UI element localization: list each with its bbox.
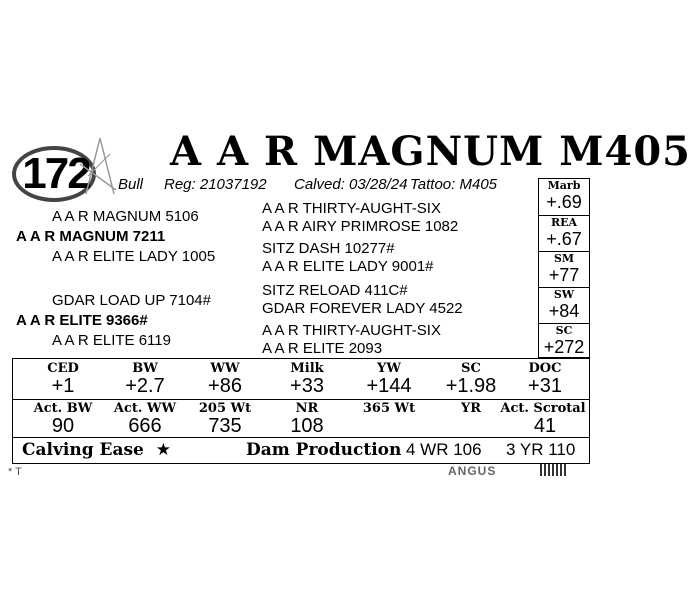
sire: A A R MAGNUM 7211 [16, 228, 166, 245]
label-bw: BW [132, 361, 158, 376]
star-icon: ★ [155, 440, 172, 460]
value-doc: +31 [528, 375, 562, 397]
value-205-wt: 735 [208, 415, 242, 437]
epd-rea: REA +.67 [539, 215, 589, 251]
epd-marb: Marb +.69 [546, 179, 582, 212]
sex: Bull [118, 176, 144, 193]
table-divider [13, 399, 589, 400]
dam-production-yr: 3 YR 110 [506, 440, 576, 459]
dam: A A R ELITE 9366# [16, 312, 148, 329]
registration-number: Reg: 21037192 [164, 176, 267, 193]
animal-name: A A R MAGNUM M405 [170, 128, 691, 175]
epd-sm: SM +77 [539, 251, 589, 287]
value-ced: +1 [51, 375, 75, 397]
value-act-scrotal: 41 [533, 415, 557, 437]
pedigree-right-8: A A R ELITE 2093 [262, 340, 383, 357]
pedigree-right-3: SITZ DASH 10277# [262, 240, 395, 257]
calved-date: Calved: 03/28/24 [294, 176, 408, 193]
label-ced: CED [47, 361, 79, 376]
dam-sire: GDAR LOAD UP 7104# [52, 292, 211, 309]
sire-dam: A A R ELITE LADY 1005 [52, 248, 216, 265]
pedigree-right-2: A A R AIRY PRIMROSE 1082 [262, 218, 459, 235]
pedigree-right-6: GDAR FOREVER LADY 4522 [262, 300, 463, 317]
label-nr: NR [295, 401, 319, 416]
value-yw: +144 [366, 375, 412, 397]
label-ww: WW [210, 361, 240, 376]
lot-number: 172 [22, 149, 90, 198]
epd-sw: SW +84 [539, 287, 589, 323]
label-205-wt: 205 Wt [198, 401, 252, 416]
dam-production-label: Dam Production [246, 440, 402, 460]
dam-production-wr: 4 WR 106 [406, 440, 482, 459]
value-nr: 108 [290, 415, 324, 437]
value-milk: +33 [290, 375, 324, 397]
label-yr: YR [460, 401, 482, 416]
footnote: * T [8, 466, 22, 478]
label-milk: Milk [290, 361, 324, 376]
calving-ease-label: Calving Ease ★ [22, 440, 172, 460]
epd-table [12, 358, 590, 438]
pedigree-right-4: A A R ELITE LADY 9001# [262, 258, 434, 275]
dam-dam: A A R ELITE 6119 [52, 332, 171, 349]
label-act-ww: Act. WW [113, 401, 177, 416]
label-act-scrotal: Act. Scrotal [500, 401, 586, 416]
value-bw: +2.7 [125, 375, 165, 397]
qr-code-icon [540, 464, 566, 476]
label-act-bw: Act. BW [33, 401, 93, 416]
label-doc: DOC [528, 361, 562, 376]
value-act-bw: 90 [51, 415, 75, 437]
value-ww: +86 [208, 375, 242, 397]
pedigree-right-1: A A R THIRTY-AUGHT-SIX [262, 200, 441, 217]
pedigree-right-7: A A R THIRTY-AUGHT-SIX [262, 322, 441, 339]
value-sc: +1.98 [445, 375, 497, 397]
tattoo: Tattoo: M405 [410, 176, 498, 193]
epd-sc: SC +272 [539, 323, 589, 359]
association-logo: ANGUS [448, 464, 497, 478]
label-sc: SC [461, 361, 481, 376]
value-act-ww: 666 [128, 415, 162, 437]
label-365-wt: 365 Wt [362, 401, 416, 416]
carcass-epd-panel [538, 178, 590, 358]
sire-sire: A A R MAGNUM 5106 [52, 208, 199, 225]
pedigree-right-5: SITZ RELOAD 411C# [262, 282, 408, 299]
label-yw: YW [377, 361, 401, 376]
ranch-brand-logo-icon [78, 134, 118, 198]
